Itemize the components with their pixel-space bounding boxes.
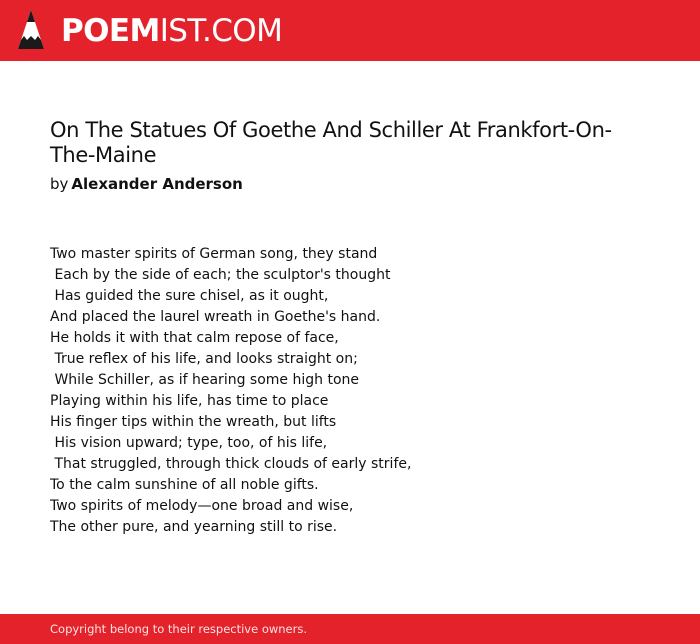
author-name: Alexander Anderson xyxy=(71,175,243,193)
poem-line: Playing within his life, has time to place xyxy=(50,393,329,409)
poem-line: His vision upward; type, too, of his life, xyxy=(50,435,328,451)
poem-line: Has guided the sure chisel, as it ought, xyxy=(50,288,329,304)
by-label: by xyxy=(50,175,69,193)
poem-line: True reflex of his life, and looks straight on; xyxy=(50,351,358,367)
poem-line: Two master spirits of German song, they stand xyxy=(50,246,378,262)
poem-line: And placed the laurel wreath in Goethe's hand. xyxy=(50,309,381,325)
copyright-notice: Copyright belong to their respective owners. xyxy=(50,622,308,636)
poem-line: Each by the side of each; the sculptor's thought xyxy=(50,267,391,283)
logo-text-light: IST.COM xyxy=(159,13,283,49)
poem-line: While Schiller, as if hearing some high tone xyxy=(50,372,359,388)
poem-line: His finger tips within the wreath, but lifts xyxy=(50,414,337,430)
poem-line: Two spirits of melody—one broad and wise, xyxy=(50,498,354,514)
site-header xyxy=(0,0,700,61)
poem-line: To the calm sunshine of all noble gifts. xyxy=(50,477,319,493)
poem-title: On The Statues Of Goethe And Schiller At Frankfort-On-The-Maine xyxy=(50,118,612,167)
poem-line: The other pure, and yearning still to rise. xyxy=(50,519,338,535)
poem-line: He holds it with that calm repose of face, xyxy=(50,330,339,346)
site-logo-link[interactable] xyxy=(61,11,282,51)
byline xyxy=(50,174,243,194)
site-footer xyxy=(0,614,700,644)
pencil-tip-icon[interactable] xyxy=(17,9,45,52)
poem-line: That struggled, through thick clouds of early strife, xyxy=(50,456,412,472)
poem-body xyxy=(50,244,650,538)
logo-text-bold: POEM xyxy=(61,13,160,49)
